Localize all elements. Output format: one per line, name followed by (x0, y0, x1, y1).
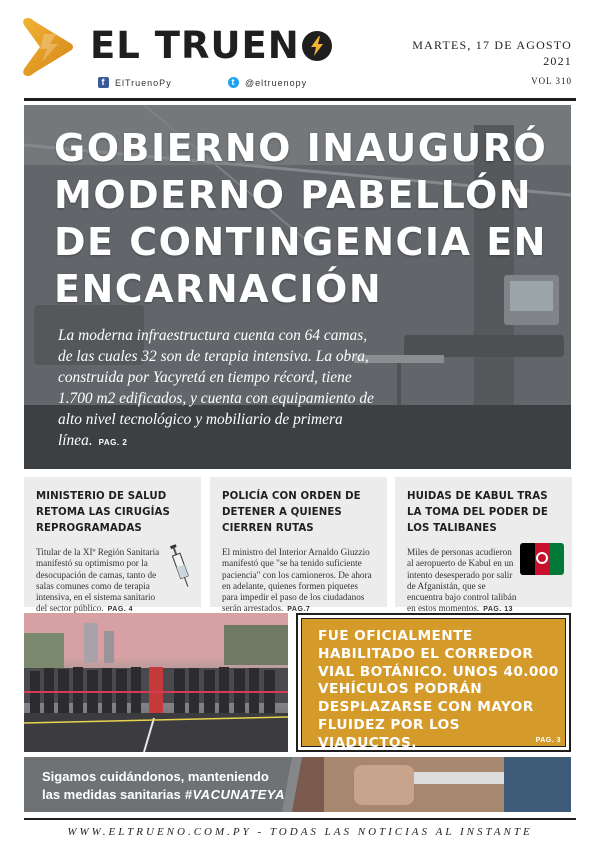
facebook-link[interactable] (98, 77, 172, 88)
date-line: MARTES, 17 DE AGOSTO (412, 38, 572, 52)
news-column-police[interactable] (210, 477, 387, 614)
vaccine-banner[interactable] (24, 757, 571, 812)
year-line: 2021 (543, 54, 572, 68)
news-column-kabul[interactable] (395, 477, 572, 614)
hero-headline: GOBIERNO INAUGURÓ MODERNO PABELLÓN DE CONTINGENCIA EN ENCARNACIÓN (54, 126, 548, 311)
hero-story[interactable] (24, 105, 571, 469)
column-headline: HUIDAS DE KABUL TRAS LA TOMA DEL PODER DE LOS TALIBANES (407, 491, 548, 534)
masthead-divider (24, 98, 576, 101)
footer-tagline[interactable]: WWW.ELTRUENO.COM.PY - TODAS LAS NOTICIAS AL INSTANTE (67, 826, 533, 838)
column-headline: POLICÍA CON ORDEN DE DETENER A QUIENES CIERREN RUTAS (222, 491, 361, 534)
facebook-handle: ElTruenoPy (115, 77, 172, 88)
feature-box[interactable] (296, 613, 571, 752)
twitter-link[interactable] (228, 77, 307, 88)
page-reference: PAG. 3 (535, 737, 561, 744)
hashtag: #VACUNATEYA (184, 787, 285, 802)
syringe-icon (168, 540, 192, 590)
twitter-handle: @eltruenopy (245, 77, 308, 88)
column-headline: MINISTERIO DE SALUD RETOMA LAS CIRUGÍAS REPROGRAMADAS (36, 491, 170, 534)
lightning-bolt-icon (302, 31, 332, 61)
volume-number: VOL 310 (531, 76, 572, 86)
column-body (36, 547, 161, 616)
feature-headline: FUE OFICIALMENTE HABILITADO EL CORREDOR VIAL BOTÁNICO. UNOS 40.000 VEHÍCULOS PODRÁN DESPLAZARSE CON MAYOR FLUIDEZ POR LOS VIADUCTOS. (318, 628, 559, 751)
column-body (407, 547, 517, 616)
afghanistan-flag-icon (520, 543, 564, 575)
footer-divider (24, 818, 576, 820)
hero-summary (58, 325, 378, 453)
column-body-text: El ministro del Interior Arnaldo Giuzzio manifestó que "se ha tenido suficiente paciencia" con los camioneros. De ahora en adelante, quienes formen piquetes para impedir el paso de los ciudadanos serán arrestados. (222, 547, 372, 614)
viaduct-scene (24, 613, 288, 752)
page-reference: PAG.7 (287, 606, 311, 614)
ribbon-cutting-photo (24, 613, 288, 752)
brand-name: EL TRUEN (90, 26, 332, 66)
column-body (222, 547, 375, 616)
issue-date (412, 37, 572, 69)
page-reference: PAG. 4 (107, 606, 134, 614)
facebook-icon: f (98, 77, 109, 88)
logo-icon (22, 16, 78, 78)
hero-summary-text: La moderna infraestructura cuenta con 64 camas, de las cuales 32 son de terapia intensiva. La obra, construida por Yacyretá en tiempo récord, tiene 1.700 m2 edificados, y cuenta con equipamiento de alto nivel tecnológico y mobiliario de primera línea. (58, 327, 374, 449)
column-body-text: Titular de la XIº Región Sanitaria manifestó su optimismo por la desocupación de camas, tanto de salas comunes como de terapia intensiva, en el sistema sanitario del sector público. (36, 547, 160, 614)
banner-line: las medidas sanitarias (42, 787, 181, 802)
page-reference: PAG. 2 (98, 438, 128, 447)
banner-message (42, 768, 285, 804)
page-reference: PAG. 13 (483, 606, 514, 614)
banner-line: Sigamos cuidándonos, manteniendo (42, 769, 269, 784)
twitter-icon: t (228, 77, 239, 88)
column-body-text: Miles de personas acudieron al aeropuerto de Kabul en un intento desesperado por salir de Afganistán, que se encuentra bajo control talibán en estos momentos. (407, 547, 517, 614)
